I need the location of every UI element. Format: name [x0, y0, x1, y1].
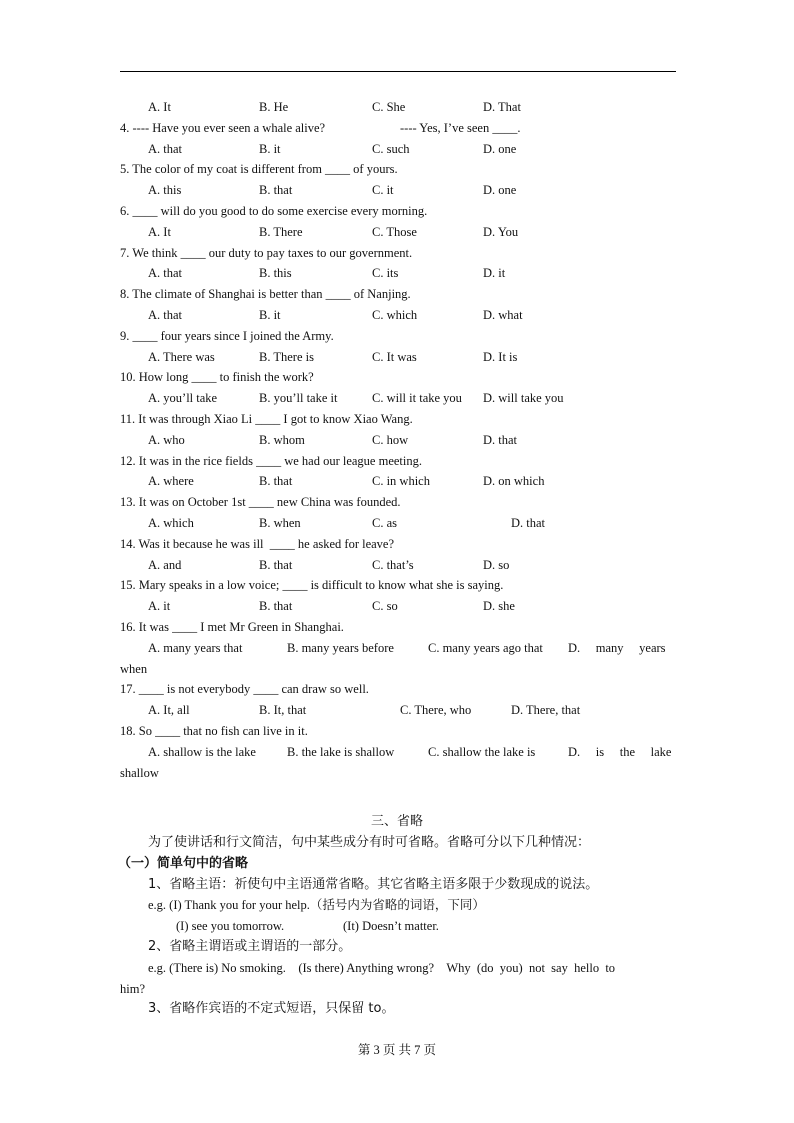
q13-option-c: C. as [372, 516, 397, 530]
q9-stem: 9. ____ four years since I joined the Army. [120, 329, 334, 343]
q14-option-a: A. and [148, 558, 182, 572]
q12-option-c: C. in which [372, 474, 430, 488]
q5-option-d: D. one [483, 183, 517, 197]
q6-stem: 6. ____ will do you good to do some exercise every morning. [120, 204, 428, 218]
q14-option-b: B. that [259, 558, 293, 572]
q7-option-c: C. its [372, 266, 399, 280]
q16-option-b: B. many years before [287, 641, 394, 655]
q5-option-b: B. that [259, 183, 293, 197]
q17-option-b: B. It, that [259, 703, 307, 717]
q16-option-a: A. many years that [148, 641, 243, 655]
q14-option-c: C. that’s [372, 558, 414, 572]
q10-option-a: A. you’ll take [148, 391, 218, 405]
point-1-example: e.g. (I) Thank you for your help.（括号内为省略的词语，下同） [148, 898, 485, 912]
point-1-example-2a: (I) see you tomorrow. [176, 919, 285, 933]
q15-option-d: D. she [483, 599, 515, 613]
q13-option-d: D. that [511, 516, 546, 530]
q11-option-c: C. how [372, 433, 409, 447]
q18-option-b: B. the lake is shallow [287, 745, 395, 759]
page-number: 第 3 页 共 7 页 [357, 1043, 437, 1057]
q7-stem: 7. We think ____ our duty to pay taxes to our government. [120, 246, 413, 260]
q12-option-d: D. on which [483, 474, 545, 488]
q18-option-d: D. is the lake [568, 745, 672, 759]
q11-option-b: B. whom [259, 433, 305, 447]
q8-stem: 8. The climate of Shanghai is better than ____ of Nanjing. [120, 287, 411, 301]
q7-option-d: D. it [483, 266, 506, 280]
q17-option-a: A. It, all [148, 703, 190, 717]
point-2-example: e.g. (There is) No smoking. (Is there) Anything wrong? Why (do you) not say hello to [148, 961, 616, 975]
q4-option-a: A. that [148, 142, 183, 156]
q8-option-c: C. which [372, 308, 418, 322]
q5-stem: 5. The color of my coat is different from ____ of yours. [120, 162, 398, 176]
q12-option-b: B. that [259, 474, 293, 488]
q18-option-c: C. shallow the lake is [428, 745, 536, 759]
q8-option-a: A. that [148, 308, 183, 322]
section-title: 三、省略 [370, 814, 423, 829]
q16-stem: 16. It was ____ I met Mr Green in Shanghai. [120, 620, 344, 634]
q13-stem: 13. It was on October 1st ____ new China was founded. [120, 495, 401, 509]
q3-option-d: D. That [483, 100, 521, 114]
point-2-example-wrap: him? [120, 982, 145, 996]
q9-option-d: D. It is [483, 350, 518, 364]
q14-option-d: D. so [483, 558, 510, 572]
q17-option-d: D. There, that [511, 703, 581, 717]
q17-option-c: C. There, who [400, 703, 472, 717]
q12-stem: 12. It was in the rice fields ____ we had our league meeting. [120, 454, 422, 468]
q10-option-c: C. will it take you [372, 391, 462, 405]
q9-option-a: A. There was [148, 350, 215, 364]
q10-stem: 10. How long ____ to finish the work? [120, 370, 314, 384]
q15-option-c: C. so [372, 599, 398, 613]
q6-option-d: D. You [483, 225, 519, 239]
q10-option-d: D. will take you [483, 391, 564, 405]
q18-option-d-wrap: shallow [120, 766, 159, 780]
q11-stem: 11. It was through Xiao Li ____ I got to know Xiao Wang. [120, 412, 413, 426]
q15-stem: 15. Mary speaks in a low voice; ____ is difficult to know what she is saying. [120, 578, 504, 592]
q6-option-a: A. It [148, 225, 171, 239]
q4-option-d: D. one [483, 142, 517, 156]
q18-stem: 18. So ____ that no fish can live in it. [120, 724, 308, 738]
q8-option-d: D. what [483, 308, 523, 322]
q16-option-d-wrap: when [120, 662, 148, 676]
point-2: 2、省略主谓语或主谓语的一部分。 [148, 939, 352, 954]
q4-stem: 4. ---- Have you ever seen a whale alive? [120, 121, 326, 135]
q6-option-b: B. There [259, 225, 303, 239]
q16-option-c: C. many years ago that [428, 641, 543, 655]
header-rule [120, 71, 676, 72]
q9-option-c: C. It was [372, 350, 417, 364]
q4-option-b: B. it [259, 142, 281, 156]
q15-option-a: A. it [148, 599, 171, 613]
q15-option-b: B. that [259, 599, 293, 613]
q8-option-b: B. it [259, 308, 281, 322]
q7-option-b: B. this [259, 266, 292, 280]
q11-option-a: A. who [148, 433, 185, 447]
q13-option-a: A. which [148, 516, 194, 530]
q18-option-a: A. shallow is the lake [148, 745, 256, 759]
q4-option-c: C. such [372, 142, 410, 156]
q7-option-a: A. that [148, 266, 183, 280]
q5-option-c: C. it [372, 183, 394, 197]
section-intro: 为了使讲话和行文简洁，句中某些成分有时可省略。省略可分以下几种情况： [148, 835, 591, 850]
q14-stem: 14. Was it because he was ill ____ he asked for leave? [120, 537, 395, 551]
q3-option-b: B. He [259, 100, 289, 114]
q10-option-b: B. you’ll take it [259, 391, 338, 405]
q13-option-b: B. when [259, 516, 301, 530]
q11-option-d: D. that [483, 433, 518, 447]
q4-reply: ---- Yes, I’ve seen ____. [400, 121, 521, 135]
q17-stem: 17. ____ is not everybody ____ can draw so well. [120, 682, 369, 696]
q9-option-b: B. There is [259, 350, 314, 364]
subsection-heading: （一）简单句中的省略 [118, 856, 249, 871]
point-1: 1、省略主语：祈使句中主语通常省略。其它省略主语多限于少数现成的说法。 [148, 877, 599, 892]
point-3: 3、省略作宾语的不定式短语，只保留 to。 [148, 1001, 395, 1016]
point-1-example-2b: (It) Doesn’t matter. [343, 919, 439, 933]
q12-option-a: A. where [148, 474, 194, 488]
q3-option-a: A. It [148, 100, 171, 114]
q5-option-a: A. this [148, 183, 182, 197]
q3-option-c: C. She [372, 100, 406, 114]
q6-option-c: C. Those [372, 225, 417, 239]
q16-option-d: D. many years [568, 641, 666, 655]
